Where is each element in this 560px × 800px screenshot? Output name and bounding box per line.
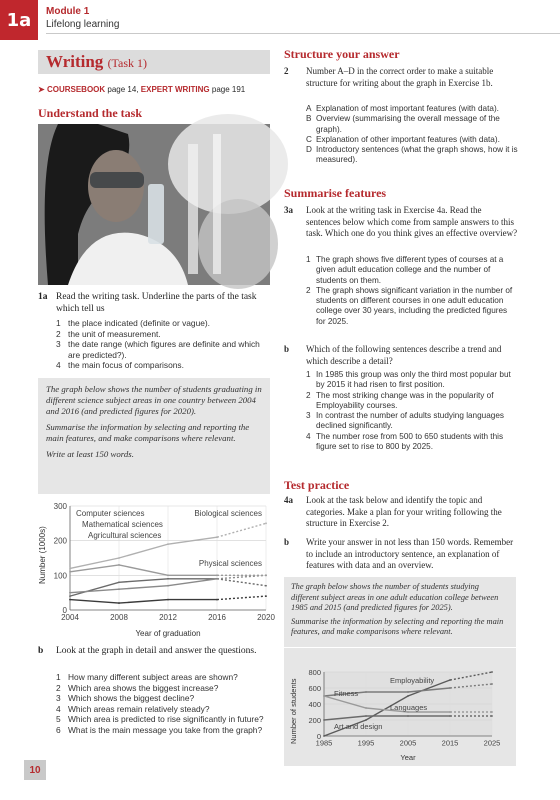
y-tick-label: 0 <box>62 606 67 615</box>
data-point <box>449 679 451 681</box>
coursebook-label: COURSEBOOK <box>46 85 106 94</box>
task-box-2 <box>284 577 516 647</box>
list-item: 5 Which area is predicted to rise significantly in future? <box>56 714 264 725</box>
question-1b <box>38 646 270 658</box>
header-divider <box>46 33 560 34</box>
data-point <box>69 599 71 601</box>
list-item: 2 Which area shows the biggest increase? <box>56 682 219 693</box>
data-point <box>216 578 218 580</box>
y-tick-label: 200 <box>53 536 67 546</box>
question-3a <box>284 205 518 240</box>
unit-badge: 1a <box>0 0 38 40</box>
chart-courses <box>284 648 516 766</box>
module-subtitle: Lifelong learning <box>46 19 120 30</box>
question-number: 4a <box>284 495 293 505</box>
series-line-projected <box>217 523 266 537</box>
data-point <box>491 715 493 717</box>
question-number: b <box>284 537 290 547</box>
series-label: Agricultural sciences <box>88 531 162 540</box>
heading-test-practice: Test practice <box>284 478 350 492</box>
list-item: 3 Which shows the biggest decline? <box>56 693 195 704</box>
series-label: Physical sciences <box>198 559 262 568</box>
series-label: Employability <box>390 676 435 685</box>
page-number: 10 <box>24 760 46 780</box>
series-label: Fitness <box>334 689 359 698</box>
data-point <box>449 711 451 713</box>
coursebook-page: page 14, <box>105 85 141 94</box>
x-axis-label: Year of graduation <box>135 629 201 638</box>
photo-scientist <box>38 124 270 285</box>
list-item: 1 The graph shows five different types of courses at a given adult education college and the number of students on them. <box>306 255 504 285</box>
data-point <box>365 719 367 721</box>
heading-understand: Understand the task <box>38 106 143 120</box>
task-text: Write at least 150 words. <box>46 449 134 459</box>
x-tick-label: 2016 <box>208 613 226 622</box>
data-point <box>323 719 325 721</box>
section-title <box>46 52 147 72</box>
question-text: Read the writing task. Underline the parts of the task which tell us <box>56 292 257 314</box>
photo-illustration <box>38 124 270 285</box>
data-point <box>265 522 267 524</box>
coursebook-reference <box>38 85 245 94</box>
y-tick-label: 300 <box>53 502 67 511</box>
x-tick-label: 2004 <box>61 613 79 622</box>
chart-box-2 <box>284 648 516 766</box>
y-tick-label: 100 <box>53 571 67 581</box>
data-point <box>118 581 120 583</box>
data-point <box>69 571 71 573</box>
question-number: b <box>38 646 44 656</box>
data-point <box>265 595 267 597</box>
data-point <box>167 585 169 587</box>
data-point <box>407 695 409 697</box>
list-1a <box>56 318 268 371</box>
data-point <box>69 592 71 594</box>
series-line <box>70 600 217 603</box>
data-point <box>167 543 169 545</box>
y-tick-label: 600 <box>308 684 321 693</box>
x-tick-label: 2025 <box>483 738 501 748</box>
list-3b <box>306 370 518 452</box>
series-line-projected <box>217 596 266 599</box>
expert-writing-page: page 191 <box>209 85 246 94</box>
list-item: B Overview (summarising the overall message of the graph). <box>306 114 500 134</box>
series-line <box>70 537 217 568</box>
arrow-icon: ➤ <box>38 85 47 94</box>
data-point <box>407 691 409 693</box>
x-tick-label: 2020 <box>257 613 275 622</box>
data-point <box>265 585 267 587</box>
data-point <box>491 711 493 713</box>
module-label: Module 1 <box>46 6 90 17</box>
data-point <box>118 602 120 604</box>
y-tick-label: 200 <box>308 716 321 725</box>
list-item: 4 Which areas remain relatively steady? <box>56 703 210 714</box>
x-tick-label: 1995 <box>357 738 375 748</box>
question-text: Write your answer in not less than 150 words. Remember to include an introductory sentence, an explanation of features with data and an overview. <box>306 537 514 570</box>
list-structure <box>306 104 518 166</box>
data-point <box>69 568 71 570</box>
writing-task-text: (Task 1) <box>107 56 148 70</box>
x-tick-label: 1985 <box>315 738 333 748</box>
list-1b <box>56 672 270 736</box>
list-item: A Explanation of most important features (with data). <box>306 104 499 113</box>
list-3a <box>306 255 518 327</box>
data-point <box>365 707 367 709</box>
heading-structure: Structure your answer <box>284 47 400 61</box>
question-number: 1a <box>38 292 48 302</box>
question-text: Look at the writing task in Exercise 4a. Read the sentences below which come from sample answers to this task. Which one do you think gives an effective overview? <box>306 205 518 238</box>
data-point <box>407 715 409 717</box>
data-point <box>491 671 493 673</box>
y-tick-label: 0 <box>316 732 321 741</box>
list-item: 1 How many different subject areas are shown? <box>56 672 238 682</box>
y-axis-label: Number of students <box>289 678 298 744</box>
y-axis-label: Number (1000s) <box>38 526 47 584</box>
data-point <box>118 557 120 559</box>
task-text: Summarise the information by selecting and reporting the main features, and make comparisons where relevant. <box>291 616 504 637</box>
data-point <box>216 599 218 601</box>
series-label: Mathematical sciences <box>82 520 163 529</box>
list-item: 2 the unit of measurement. <box>56 328 161 339</box>
list-item: 3 In contrast the number of adults studying languages declined significantly. <box>306 411 504 431</box>
question-number: 3a <box>284 205 293 215</box>
x-axis-label: Year <box>400 753 416 762</box>
heading-summarise: Summarise features <box>284 186 387 200</box>
list-item: 3 the date range (which figures are definite and which are predicted?). <box>56 339 260 360</box>
x-tick-label: 2008 <box>110 613 128 622</box>
data-point <box>365 715 367 717</box>
list-item: 4 The number rose from 500 to 650 students with this figure set to rise to 800 by 2025. <box>306 431 504 452</box>
question-number: 2 <box>284 66 289 76</box>
task-text: Summarise the information by selecting and reporting the main features, and make comparisons where relevant. <box>46 422 250 443</box>
data-point <box>118 588 120 590</box>
question-2 <box>284 66 518 89</box>
x-tick-label: 2005 <box>399 738 417 748</box>
writing-title-text: Writing <box>46 52 104 71</box>
series-label: Biological sciences <box>194 509 262 518</box>
data-point <box>167 599 169 601</box>
data-point <box>449 687 451 689</box>
question-1a <box>38 292 270 315</box>
data-point <box>449 715 451 717</box>
y-tick-label: 400 <box>308 700 321 709</box>
data-point <box>167 574 169 576</box>
task-box-1 <box>38 378 270 494</box>
data-point <box>118 564 120 566</box>
data-point <box>69 595 71 597</box>
question-text: Look at the task below and identify the topic and categories. Make a plan for your writing following the structure in Exercise 2. <box>306 495 502 528</box>
question-4b <box>284 537 518 572</box>
question-text: Look at the graph in detail and answer the questions. <box>56 646 257 656</box>
list-item: 1 the place indicated (definite or vague). <box>56 318 210 328</box>
series-label: Computer sciences <box>76 509 145 518</box>
data-point <box>365 691 367 693</box>
series-line-projected <box>217 579 266 586</box>
question-number: b <box>284 344 290 354</box>
data-point <box>265 574 267 576</box>
series-label: Art and design <box>334 722 383 731</box>
question-text: Number A–D in the correct order to make a suitable structure for writing about the graph in Exercise 1b. <box>306 66 494 88</box>
series-line <box>70 565 217 575</box>
list-item: 1 In 1985 this group was only the third most popular but by 2015 it had risen to first position. <box>306 370 511 390</box>
question-text: Which of the following sentences describe a trend and which describe a detail? <box>306 344 502 366</box>
series-label: Languages <box>390 703 428 712</box>
data-point <box>323 695 325 697</box>
x-tick-label: 2012 <box>159 613 177 622</box>
list-item: 2 The most striking change was in the popularity of Employability courses. <box>306 390 494 410</box>
question-3b <box>284 344 518 367</box>
data-point <box>491 683 493 685</box>
list-item: 2 The graph shows significant variation in the number of students on different courses in one adult education college over 30 years, including the predicted figures for 2025. <box>306 285 513 326</box>
list-item: 4 the main focus of comparisons. <box>56 360 184 371</box>
x-tick-label: 2015 <box>441 738 459 748</box>
list-item: D Introductory sentences (what the graph shows, how it is measured). <box>306 145 518 165</box>
data-point <box>167 578 169 580</box>
chart-science-graduates <box>36 498 275 644</box>
question-4a <box>284 495 518 530</box>
data-point <box>216 574 218 576</box>
expert-writing-label: EXPERT WRITING <box>140 85 210 94</box>
list-item: C Explanation of other important features (with data). <box>306 134 500 144</box>
task-text: The graph below shows the number of students studying different subject areas in one adult education college between 1985 and 2015 (and predicted figures for 2025). <box>291 582 499 613</box>
y-tick-label: 800 <box>308 668 321 677</box>
task-text: The graph below shows the number of students graduating in different science subject areas in one country between 2004 and 2016 (and predicted figures for 2020). <box>46 384 262 416</box>
data-point <box>323 735 325 737</box>
list-item: 6 What is the main message you take from the graph? <box>56 724 263 735</box>
data-point <box>216 536 218 538</box>
